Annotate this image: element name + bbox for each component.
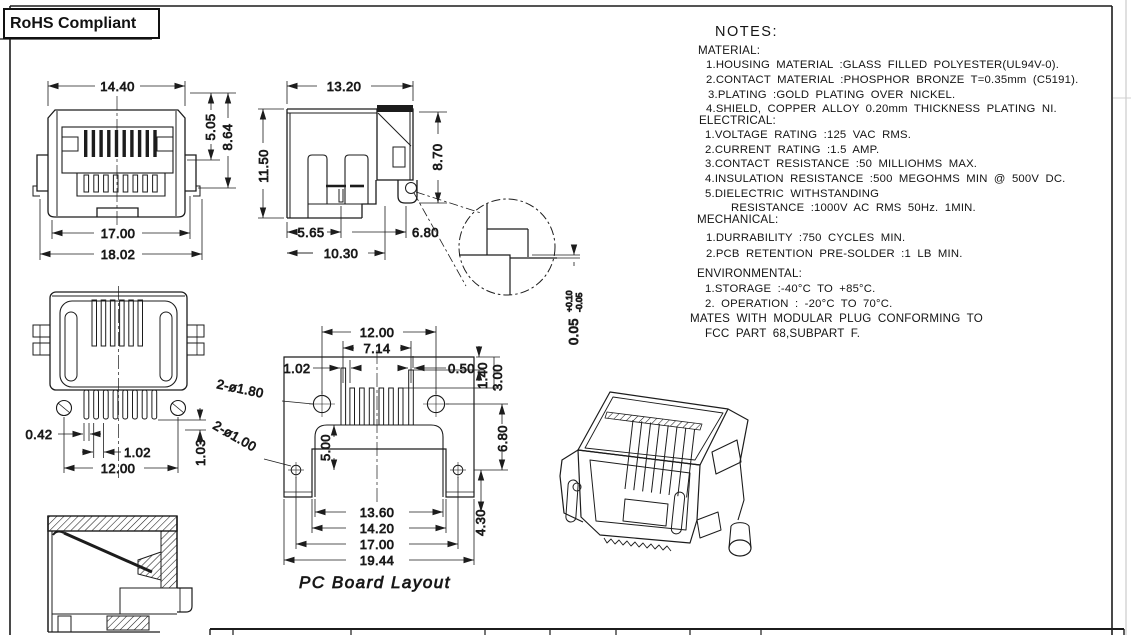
dim-side-width: 13.20 [326, 79, 362, 94]
dim-pcb-b4: 19.44 [359, 553, 395, 568]
notes-heading-material: MATERIAL: [698, 44, 761, 57]
dim-side-b2: 6.80 [412, 225, 439, 240]
dim-front-h2: 8.64 [220, 123, 235, 151]
top-contacts [92, 300, 143, 346]
side-view [287, 105, 417, 218]
dim-detail-tol-minus: -0.05 [574, 292, 584, 312]
dim-front-h1: 5.05 [203, 113, 218, 141]
dim-front-b2: 18.02 [100, 247, 136, 262]
note-line: 2.CONTACT MATERIAL :PHOSPHOR BRONZE T=0.35mm (C5191). [706, 74, 1079, 86]
note-line: 1.DURRABILITY :750 CYCLES MIN. [706, 232, 906, 244]
dim-pcb-b1: 13.60 [359, 505, 395, 520]
dim-pcb-r0: 0.50 [448, 361, 475, 376]
front-view [33, 96, 200, 226]
dim-side-b3: 10.30 [323, 246, 359, 261]
notes-heading-electrical: ELECTRICAL: [699, 114, 776, 127]
note-line: 1.STORAGE :-40°C TO +85°C. [705, 283, 876, 295]
note-line: 2. OPERATION : -20°C TO 70°C. [705, 298, 893, 310]
note-line: 2.CURRENT RATING :1.5 AMP. [705, 144, 880, 156]
dim-pcb-t2: 7.14 [363, 341, 391, 356]
dim-pcb-b3: 17.00 [359, 537, 395, 552]
note-line: RESISTANCE :1000V AC RMS 50Hz. 1MIN. [731, 202, 976, 214]
note-line: 3.CONTACT RESISTANCE :50 MILLIOHMS MAX. [705, 158, 978, 170]
front-contacts [84, 130, 157, 157]
note-line: 4.INSULATION RESISTANCE :500 MEGOHMS MIN @ 500V DC. [705, 173, 1066, 185]
notes-title: NOTES: [715, 24, 778, 40]
dim-top-d4: 1.03 [193, 439, 208, 466]
note-line: 4.SHIELD, COPPER ALLOY 0.20mm THICKNESS PLATING NI. [706, 103, 1057, 115]
notes-heading-environmental: ENVIRONMENTAL: [697, 267, 803, 280]
top-view-dimensions [26, 408, 208, 476]
dim-side-height: 11.50 [256, 149, 271, 183]
section-view [48, 516, 192, 632]
dim-side-b1: 5.65 [297, 225, 325, 240]
dim-pcb-r1: 1.40 [475, 362, 490, 389]
dim-pcb-v3: 4.30 [473, 509, 488, 536]
dim-top-d3: 12.00 [100, 461, 136, 476]
isometric-view [560, 392, 751, 556]
dim-front-b1: 17.00 [100, 226, 136, 241]
notes-heading-mechanical: MECHANICAL: [697, 213, 779, 226]
note-line: 1.HOUSING MATERIAL :GLASS FILLED POLYESTER(UL94V-0). [706, 59, 1060, 71]
dim-pcb-v1: 5.00 [318, 434, 333, 461]
label-pcb-holes-small: 2-ø1.00 [210, 417, 260, 455]
pcb-dimensions [211, 325, 511, 592]
rohs-compliant-badge: RoHS Compliant [3, 8, 160, 39]
title-block-table [210, 629, 1124, 635]
dim-top-d1: 0.42 [25, 427, 53, 442]
dim-pcb-l1: 1.02 [283, 361, 311, 376]
detail-view [459, 199, 584, 345]
dim-pcb-b2: 14.20 [359, 521, 395, 536]
pcb-layout [284, 350, 474, 505]
note-line-mates: MATES WITH MODULAR PLUG CONFORMING TO [690, 312, 983, 325]
dim-pcb-v2: 6.80 [495, 425, 510, 452]
dim-top-d2: 1.02 [124, 445, 151, 460]
top-pins [84, 390, 157, 419]
note-line: 2.PCB RETENTION PRE-SOLDER :1 LB MIN. [706, 248, 963, 260]
dim-pcb-r2: 3.00 [490, 364, 505, 391]
dim-front-width: 14.40 [100, 79, 135, 94]
dim-pcb-t1: 12.00 [359, 325, 395, 340]
dim-detail-value: 0.05 [566, 318, 581, 345]
note-line: 1.VOLTAGE RATING :125 VAC RMS. [705, 129, 912, 141]
front-latch-teeth [84, 175, 157, 192]
pcb-caption: PC Board Layout [299, 573, 451, 592]
dim-side-h2: 8.70 [430, 143, 445, 171]
dim-detail-tol-plus: +0.10 [564, 290, 574, 312]
note-line: 5.DIELECTRIC WITHSTANDING [705, 188, 880, 200]
front-view-dimensions [40, 79, 236, 262]
note-line: 3.PLATING :GOLD PLATING OVER NICKEL. [708, 89, 956, 101]
note-line-fcc: FCC PART 68,SUBPART F. [705, 327, 861, 340]
label-pcb-holes-large: 2-ø1.80 [215, 376, 266, 401]
